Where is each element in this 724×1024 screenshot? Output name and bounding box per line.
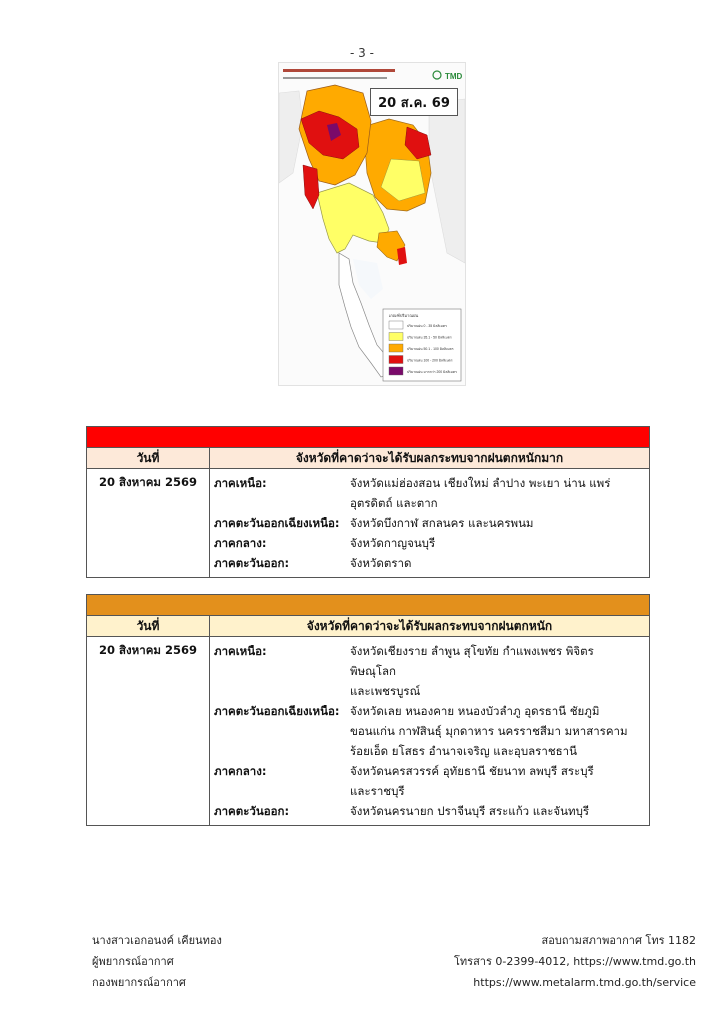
province-list: จังหวัดนครสวรรค์ อุทัยธานี ชัยนาท ลพบุรี สระบุรี [350, 764, 594, 778]
forecaster-name: นางสาวเอกอนงค์ เคียนทอง [92, 934, 222, 947]
region-row [214, 781, 649, 801]
region-rows [210, 637, 649, 825]
hotline-text: สอบถามสภาพอากาศ โทร 1182 [541, 934, 696, 947]
region-row [214, 533, 649, 553]
region-row [214, 641, 649, 681]
date-cell: 20 สิงหาคม 2569 [87, 637, 210, 825]
province-list: จังหวัดเชียงราย ลำพูน สุโขทัย กำแพงเพชร พิจิตร พิษณุโลก [350, 644, 594, 678]
heavy-rain-table [86, 594, 650, 826]
map-legend-title: เกณฑ์ปริมาณฝน [389, 313, 419, 318]
tmd-logo-mark [433, 71, 441, 79]
region-row [214, 801, 649, 821]
region-label: ภาคตะวันออก: [214, 804, 290, 818]
legend-label: ปริมาณฝน มากกว่า 200 มิลลิเมตร [407, 370, 457, 374]
date-column-header: วันที่ [87, 616, 210, 636]
region-row [214, 761, 649, 781]
region-row [214, 513, 649, 533]
legend-label: ปริมาณฝน 100 - 200 มิลลิเมตร [407, 358, 453, 363]
region-label [214, 493, 350, 513]
contact-info [454, 930, 696, 993]
region-row [214, 493, 649, 513]
region-label [214, 681, 350, 701]
page-number: - 3 - [350, 46, 374, 60]
legend-swatch [389, 367, 403, 375]
table-body [87, 637, 649, 825]
west-very-heavy-area [303, 165, 319, 209]
province-list: จังหวัดเลย หนองคาย หนองบัวลำภู อุดรธานี ชัยภูมิ [350, 704, 600, 718]
region-row [214, 681, 649, 701]
province-list: อุตรดิตถ์ และตาก [350, 496, 438, 510]
region-label: ภาคตะวันออกเฉียงเหนือ: [214, 516, 340, 530]
provinces-column-header: จังหวัดที่คาดว่าจะได้รับผลกระทบจากฝนตกหนัก [306, 618, 553, 633]
table-header [87, 448, 649, 469]
provinces-column-header: จังหวัดที่คาดว่าจะได้รับผลกระทบจากฝนตกหนักมาก [295, 450, 564, 465]
province-list: ร้อยเอ็ด ยโสธร อำนาจเจริญ และอุบลราชธานี [350, 744, 577, 758]
service-website-link[interactable]: https://www.metalarm.tmd.go.th/service [473, 976, 696, 989]
legend-swatch [389, 356, 403, 364]
legend-label: ปริมาณฝน 35.1 - 50 มิลลิเมตร [407, 335, 452, 340]
date-column-header: วันที่ [87, 448, 210, 468]
region-label: ภาคเหนือ: [214, 476, 267, 490]
region-label: ภาคกลาง: [214, 764, 267, 778]
forecaster-title: ผู้พยากรณ์อากาศ [92, 955, 174, 968]
legend-label: ปริมาณฝน 0 - 35 มิลลิเมตร [407, 324, 447, 328]
region-row [214, 721, 649, 741]
region-label [214, 781, 350, 801]
province-list: จังหวัดกาญจนบุรี [350, 536, 436, 550]
tmd-logo: TMD [445, 72, 463, 81]
legend-label: ปริมาณฝน 50.1 - 100 มิลลิเมตร [407, 347, 454, 351]
forecast-date-label: 20 ส.ค. 69 [370, 88, 458, 116]
region-rows [210, 469, 649, 577]
region-label [214, 741, 350, 761]
table-body [87, 469, 649, 577]
province-list: และเพชรบูรณ์ [350, 684, 421, 698]
map-subheading-text [283, 77, 387, 79]
legend-swatch [389, 333, 403, 341]
province-list: จังหวัดบึงกาฬ สกลนคร และนครพนม [350, 516, 534, 530]
legend-swatch [389, 321, 403, 329]
region-row [214, 553, 649, 573]
heavy-rain-banner [87, 595, 649, 616]
region-row [214, 741, 649, 761]
province-list: จังหวัดนครนายก ปราจีนบุรี สระแก้ว และจันทบุรี [350, 804, 590, 818]
table-header [87, 616, 649, 637]
region-label [214, 721, 350, 741]
province-list: จังหวัดแม่ฮ่องสอน เชียงใหม่ ลำปาง พะเยา น่าน แพร่ [350, 476, 611, 490]
very-heavy-rain-banner [87, 427, 649, 448]
forecaster-signature [92, 930, 222, 993]
region-label: ภาคตะวันออก: [214, 556, 290, 570]
forecaster-division: กองพยากรณ์อากาศ [92, 976, 186, 989]
province-list: จังหวัดตราด [350, 556, 412, 570]
region-row [214, 473, 649, 493]
map-heading-text [283, 69, 395, 72]
region-label: ภาคเหนือ: [214, 644, 267, 658]
fax-and-website-link[interactable]: โทรสาร 0-2399-4012, https://www.tmd.go.th [454, 955, 696, 968]
province-list: ขอนแก่น กาฬสินธุ์ มุกดาหาร นครราชสีมา มหาสารคาม [350, 724, 628, 738]
very-heavy-rain-table [86, 426, 650, 578]
region-label: ภาคตะวันออกเฉียงเหนือ: [214, 704, 340, 718]
region-row [214, 701, 649, 721]
province-list: และราชบุรี [350, 784, 405, 798]
legend-swatch [389, 344, 403, 352]
date-cell: 20 สิงหาคม 2569 [87, 469, 210, 577]
region-label: ภาคกลาง: [214, 536, 267, 550]
